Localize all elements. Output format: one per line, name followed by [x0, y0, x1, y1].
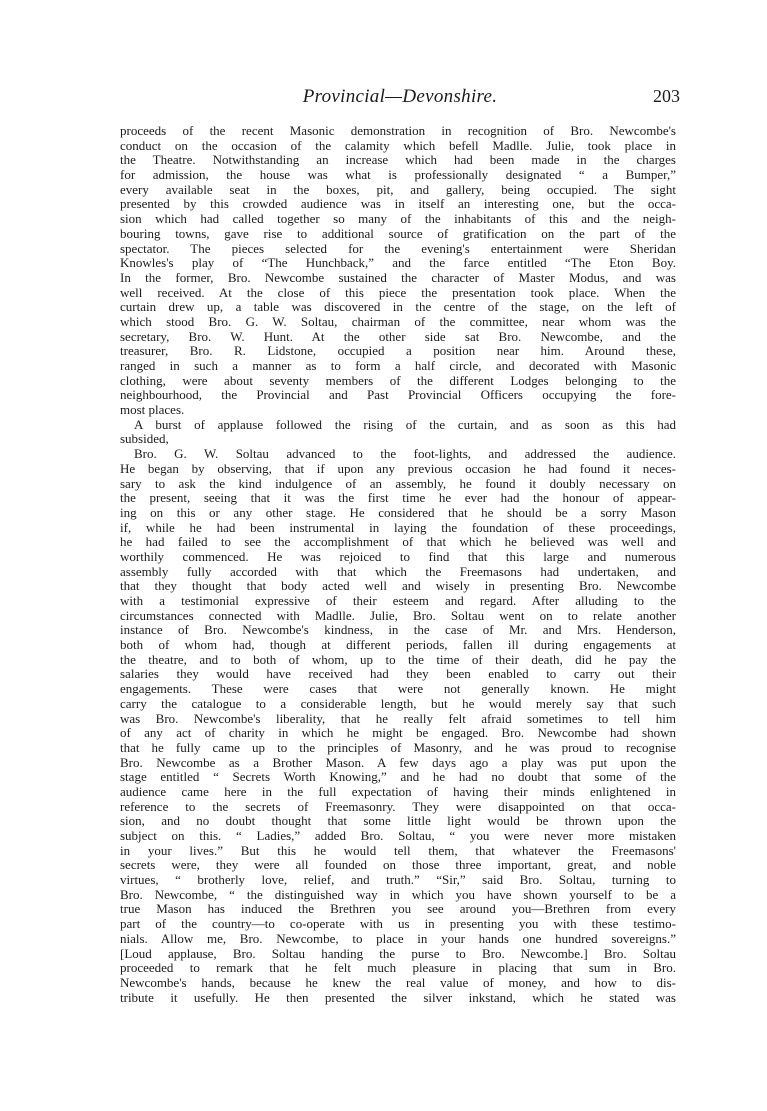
- text-line: Bro. G. W. Soltau advanced to the foot-lights, and addressed the audience.: [134, 447, 676, 462]
- text-line: engagements. These were cases that were not generally known. He might: [120, 682, 676, 697]
- text-line: that he fully came up to the principles of Masonry, and he was proud to recognise: [120, 740, 676, 755]
- text-line: subsided,: [120, 432, 169, 447]
- text-line: well received. At the close of this piece the presentation took place. When the: [120, 285, 676, 300]
- text-line: of any act of charity in which he might be engaged. Bro. Newcombe had shown: [120, 726, 676, 741]
- text-line: In the former, Bro. Newcombe sustained the character of Master Modus, and was: [120, 270, 676, 285]
- text-line: for admission, the house was what is professionally designated “ a Bumper,”: [120, 168, 676, 183]
- text-line: treasurer, Bro. R. Lidstone, occupied a position near him. Around these,: [120, 344, 676, 359]
- running-head: [120, 86, 680, 110]
- text-line: was Bro. Newcombe's liberality, that he really felt afraid sometimes to tell him: [120, 711, 676, 726]
- text-line: tribute it usefully. He then presented the silver inkstand, which he stated was: [120, 990, 676, 1005]
- text-line: instance of Bro. Newcombe's kindness, in the case of Mr. and Mrs. Henderson,: [120, 623, 676, 638]
- text-line: most places.: [120, 403, 185, 418]
- text-line: which stood Bro. G. W. Soltau, chairman of the committee, near whom was the: [120, 314, 676, 329]
- text-line: salaries they would have received had they been enabled to carry out their: [120, 667, 676, 682]
- text-line: true Mason has induced the Brethren you see around you—Brethren from every: [120, 902, 676, 917]
- text-line: reference to the secrets of Freemasonry. They were disappointed on that occa-: [120, 799, 676, 814]
- text-line: nials. Allow me, Bro. Newcombe, to place in your hands one hundred sovereigns.”: [120, 931, 676, 946]
- text-line: virtues, “ brotherly love, relief, and truth.” “Sir,” said Bro. Soltau, turning to: [120, 873, 676, 888]
- text-line: the theatre, and to both of whom, up to the time of their death, did he pay the: [120, 652, 676, 667]
- text-line: clothing, were about seventy members of the different Lodges belonging to the: [120, 373, 676, 388]
- text-line: curtain drew up, a table was discovered in the centre of the stage, on the left of: [120, 300, 676, 315]
- text-line: stage entitled “ Secrets Worth Knowing,” and he had no doubt that some of the: [120, 770, 676, 785]
- text-line: sion which had called together so many of the inhabitants of this and the neigh-: [120, 212, 676, 227]
- text-line: audience came here in the full expectation of having their minds enlightened in: [120, 784, 676, 799]
- text-line: conduct on the occasion of the calamity which befell Madlle. Julie, took place in: [120, 138, 676, 153]
- text-line: secrets were, they were all founded on those three important, great, and noble: [120, 858, 676, 873]
- text-line: Knowles's play of “The Hunchback,” and the farce entitled “The Eton Boy.: [120, 256, 676, 271]
- text-line: the present, seeing that it was the first time he ever had the honour of appear-: [120, 491, 676, 506]
- text-line: He began by observing, that if upon any previous occasion he had found it neces-: [120, 461, 676, 476]
- text-line: secretary, Bro. W. Hunt. At the other side sat Bro. Newcombe, and the: [120, 329, 676, 344]
- text-line: Newcombe's hands, because he knew the real value of money, and how to dis-: [120, 975, 676, 990]
- text-line: both of whom had, though at different periods, fallen ill during engagements at: [120, 638, 676, 653]
- text-line: bouring towns, gave rise to additional source of gratification on the part of the: [120, 226, 676, 241]
- text-line: in your lives.” But this he would tell them, that whatever the Freemasons': [120, 843, 676, 858]
- text-line: every available seat in the boxes, pit, and gallery, being occupied. The sight: [120, 182, 676, 197]
- page-number: 203: [653, 86, 680, 106]
- text-line: part of the country—to co-operate with us in presenting you with these testimo-: [120, 917, 676, 932]
- text-line: assembly fully accorded with that which the Freemasons had undertaken, and: [120, 564, 676, 579]
- text-line: the Theatre. Notwithstanding an increase which had been made in the charges: [120, 153, 676, 168]
- text-line: [Loud applause, Bro. Soltau handing the purse to Bro. Newcombe.] Bro. Soltau: [120, 946, 676, 961]
- running-title: Provincial—Devonshire.: [302, 86, 498, 107]
- text-line: circumstances connected with Madlle. Julie, Bro. Soltau went on to relate another: [120, 608, 676, 623]
- text-line: spectator. The pieces selected for the evening's entertainment were Sheridan: [120, 241, 676, 256]
- text-line: sion, and no doubt thought that some little light would be thrown upon the: [120, 814, 676, 829]
- text-line: sary to ask the kind indulgence of an assembly, he found it doubly necessary on: [120, 476, 676, 491]
- text-line: carry the catalogue to a considerable length, but he would merely say that such: [120, 696, 676, 711]
- text-line: neighbourhood, the Provincial and Past Provincial Officers occupying the fore-: [120, 388, 676, 403]
- body-text: [120, 124, 676, 1005]
- text-line: worthily commenced. He was rejoiced to find that this large and numerous: [120, 549, 676, 564]
- text-line: with a testimonial expressive of their esteem and regard. After alluding to the: [120, 594, 676, 608]
- text-line: subject on this. “ Ladies,” added Bro. Soltau, “ you were never more mistaken: [120, 829, 676, 843]
- text-line: presented by this crowded audience was in itself an interesting one, but the occa-: [120, 197, 676, 212]
- text-line: A burst of applause followed the rising of the curtain, and as soon as this had: [134, 417, 676, 432]
- text-line: Bro. Newcombe as a Brother Mason. A few days ago a play was put upon the: [120, 755, 676, 770]
- text-line: that they thought that body acted well and wisely in presenting Bro. Newcombe: [120, 579, 676, 594]
- text-line: ranged in such a manner as to form a half circle, and decorated with Masonic: [120, 359, 676, 373]
- text-line: proceeded to remark that he felt much pleasure in placing that sum in Bro.: [120, 961, 676, 976]
- text-line: ing on this or any other stage. He considered that he should be a sorry Mason: [120, 505, 676, 520]
- text-line: if, while he had been instrumental in laying the foundation of these proceedings,: [120, 520, 676, 535]
- text-line: he had failed to see the accomplishment of that which he believed was well and: [120, 535, 676, 550]
- text-line: proceeds of the recent Masonic demonstration in recognition of Bro. Newcombe's: [120, 124, 676, 138]
- text-line: Bro. Newcombe, “ the distinguished way in which you have shown yourself to be a: [120, 887, 676, 902]
